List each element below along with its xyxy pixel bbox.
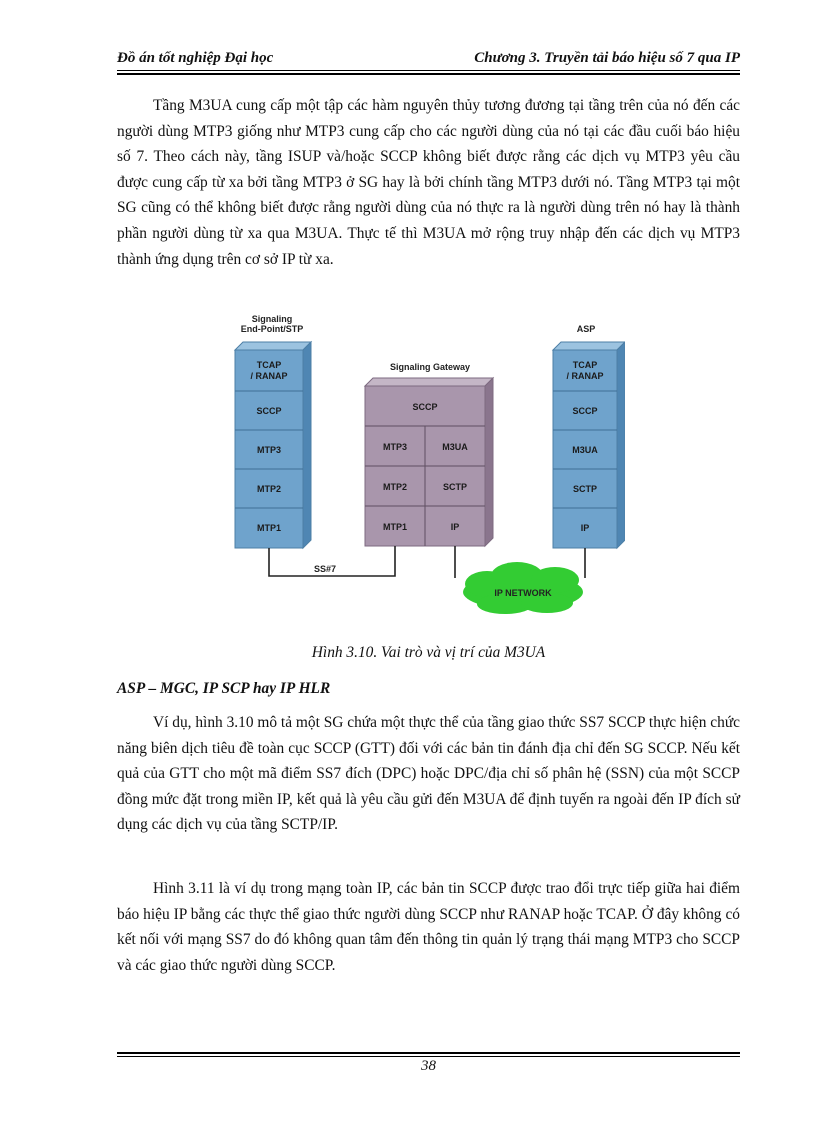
paragraph-2: Ví dụ, hình 3.10 mô tả một SG chứa một thực thể của tầng giao thức SS7 SCCP thực hiện chức năng biên dịch tiêu đề toàn cục SCCP (GTT) đối với các bản tin đánh địa chỉ đến SG SCCP. Nếu kết quả của GTT cho một mã điểm SS7 đích (DPC) hoặc DPC/địa chỉ số phân hệ (SSN) của một SCCP đồng mức đặt trong miền IP, kết quả là yêu cầu gửi đến M3UA để định tuyến ra ngoài đến IP đích sử dụng các dịch vụ của tầng SCTP/IP.: [117, 714, 740, 834]
right-stack-ranap: / RANAP: [566, 371, 604, 381]
left-stack: [235, 342, 311, 548]
left-stack-mtp3: MTP3: [256, 445, 282, 455]
gateway-ip: IP: [450, 522, 460, 532]
gateway-mtp2: MTP2: [382, 482, 408, 492]
paragraph-3: Hình 3.11 là ví dụ trong mạng toàn IP, các bản tin SCCP được trao đổi trực tiếp giữa hai điểm báo hiệu IP bằng các thực thể giao thức người dùng SCCP như RANAP hoặc TCAP. Ở đây không có kết nối với mạng SS7 do đó không quan tâm đến thông tin quản lý trạng thái mạng MTP3 cho SCCP và các giao thức người dùng SCCP.: [117, 880, 740, 974]
right-stack-m3ua: M3UA: [572, 445, 598, 455]
ss7-label: SS#7: [313, 564, 337, 574]
footer-rule: [117, 1052, 740, 1054]
ip-network-cloud: [463, 562, 583, 614]
right-stack-sctp: SCTP: [572, 484, 598, 494]
left-stack-mtp1: MTP1: [256, 523, 282, 533]
right-stack-sccp: SCCP: [572, 406, 598, 416]
gateway-sctp: SCTP: [442, 482, 468, 492]
left-stack-ranap: / RANAP: [250, 371, 288, 381]
header-rule: [117, 70, 740, 71]
paragraph-1: Tầng M3UA cung cấp một tập các hàm nguyên thủy tương đương tại tầng trên của nó đến các người dùng MTP3 giống như MTP3 cung cấp cho các người dùng của nó tại các đầu cuối báo hiệu số 7. Theo cách này, tầng ISUP và/hoặc SCCP không biết được rằng các dịch vụ MTP3 yêu cầu được cung cấp từ xa bởi tầng MTP3 ở SG hay là bởi chính tầng MTP3 dưới nó. Tầng MTP3 tại một SG cũng có thể không biết được rằng người dùng của nó thực ra là người dùng trên nó hay là thành phần người dùng từ xa qua M3UA. Thực tế thì M3UA mở rộng truy nhập đến các dịch vụ MTP3 thành ứng dụng trên cơ sở IP từ xa.: [117, 97, 740, 268]
section-subheading: ASP – MGC, IP SCP hay IP HLR: [117, 680, 331, 697]
left-stack-mtp2: MTP2: [256, 484, 282, 494]
right-stack-tcap: TCAP: [572, 360, 598, 370]
right-stack: [553, 342, 625, 548]
left-stack-sccp: SCCP: [256, 406, 282, 416]
footer-rule: [117, 1056, 740, 1057]
page-number: 38: [421, 1058, 436, 1074]
left-title-2: End-Point/STP: [240, 324, 304, 334]
header-left: Đồ án tốt nghiệp Đại học: [117, 50, 274, 66]
gateway-title: Signaling Gateway: [389, 362, 471, 372]
gateway-sccp: SCCP: [412, 402, 438, 412]
right-stack-ip: IP: [580, 523, 590, 533]
gateway-stack: [365, 378, 493, 546]
right-title: ASP: [576, 324, 596, 334]
page-header: [117, 50, 740, 72]
gateway-mtp3: MTP3: [382, 442, 408, 452]
figure-caption: Hình 3.10. Vai trò và vị trí của M3UA: [311, 644, 546, 661]
header-rule: [117, 73, 740, 75]
figure-m3ua: [205, 310, 625, 615]
ip-network-label: IP NETWORK: [494, 588, 552, 598]
gateway-mtp1: MTP1: [382, 522, 408, 532]
left-stack-tcap: TCAP: [256, 360, 282, 370]
gateway-m3ua: M3UA: [442, 442, 468, 452]
left-title-1: Signaling: [251, 314, 293, 324]
figure-diagram: [205, 310, 625, 615]
header-right: Chương 3. Truyền tải báo hiệu số 7 qua IP: [474, 50, 740, 66]
